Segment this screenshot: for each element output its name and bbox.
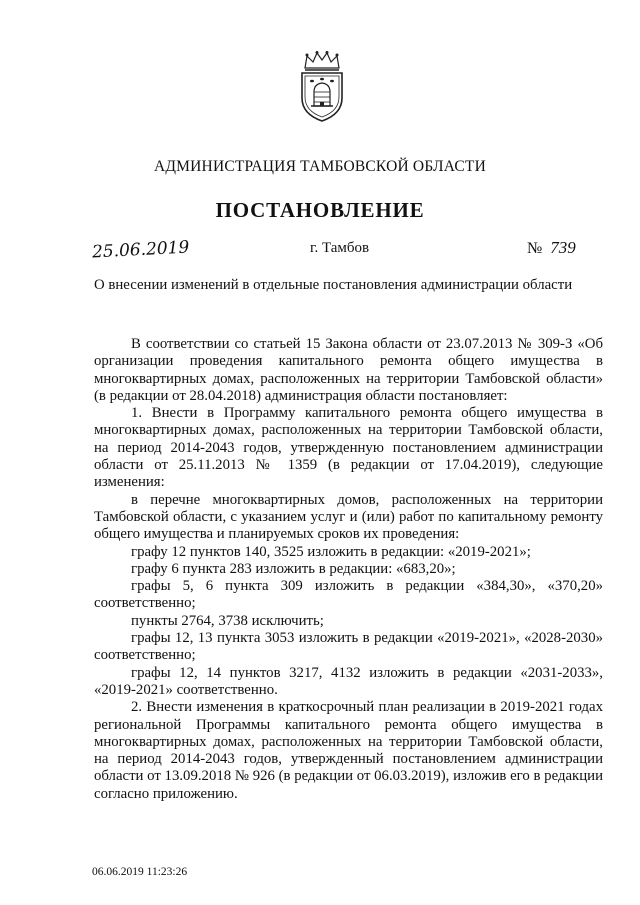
document-date: 25.06.2019 (91, 237, 190, 263)
paragraph-item-2: 2. Внести изменения в краткосрочный план реализации в 2019-2021 годах региональной Программы капитального ремонта общего имущества в многоквартирных домах, расположенных на территории Тамбовской области, на период 2014-2043 годов, утвержденный постановлением администрации области от 13.09.2018 № 926 (в редакции от 06.03.2019), изложив его в редакции согласно приложению. (94, 699, 603, 802)
paragraph-preamble: В соответствии со статьей 15 Закона области от 23.07.2013 № 309-З «Об организации проведения капитального ремонта общего имущества в многоквартирных домах, расположенных на территории Тамбовской области» (в редакции от 28.04.2018) администрация области постановляет: (94, 336, 603, 404)
paragraph-change: графы 12, 13 пункта 3053 изложить в редакции «2019-2021», «2028-2030» соответственно; (94, 630, 603, 664)
coat-of-arms-emblem (297, 50, 347, 124)
paragraph-list-intro: в перечне многоквартирных домов, расположенных на территории Тамбовской области, с указанием услуг и (или) работ по капитальному ремонту общего имущества и планируемых сроков их проведения: (94, 491, 603, 543)
paragraph-item-1: 1. Внести в Программу капитального ремонта общего имущества в многоквартирных домах, расположенных на территории Тамбовской области, на период 2014-2043 годов, утвержденную постановлением администрации области от 25.11.2013 № 1359 (в редакции от 17.04.2019), следующие изменения: (94, 405, 603, 491)
document-type-title: ПОСТАНОВЛЕНИЕ (215, 198, 425, 222)
document-city: г. Тамбов (310, 240, 370, 256)
number-sign: № (527, 240, 543, 257)
organization-name: АДМИНИСТРАЦИЯ ТАМБОВСКОЙ ОБЛАСТИ (154, 158, 486, 175)
paragraph-change: графу 6 пункта 283 изложить в редакции: «683,20»; (131, 560, 456, 577)
footer-timestamp: 06.06.2019 11:23:26 (92, 866, 188, 878)
document-number-block (527, 238, 576, 258)
paragraph-change: пункты 2764, 3738 исключить; (131, 612, 324, 629)
document-body (94, 336, 603, 803)
document-number: 739 (550, 238, 576, 257)
paragraph-change: графы 5, 6 пункта 309 изложить в редакции «384,30», «370,20» соответственно; (94, 578, 603, 612)
document-subject: О внесении изменений в отдельные постановления администрации области (94, 277, 573, 293)
paragraph-change: графу 12 пунктов 140, 3525 изложить в редакции: «2019-2021»; (131, 543, 531, 560)
paragraph-change: графы 12, 14 пунктов 3217, 4132 изложить в редакции «2031-2033», «2019-2021» соответственно. (94, 664, 603, 698)
